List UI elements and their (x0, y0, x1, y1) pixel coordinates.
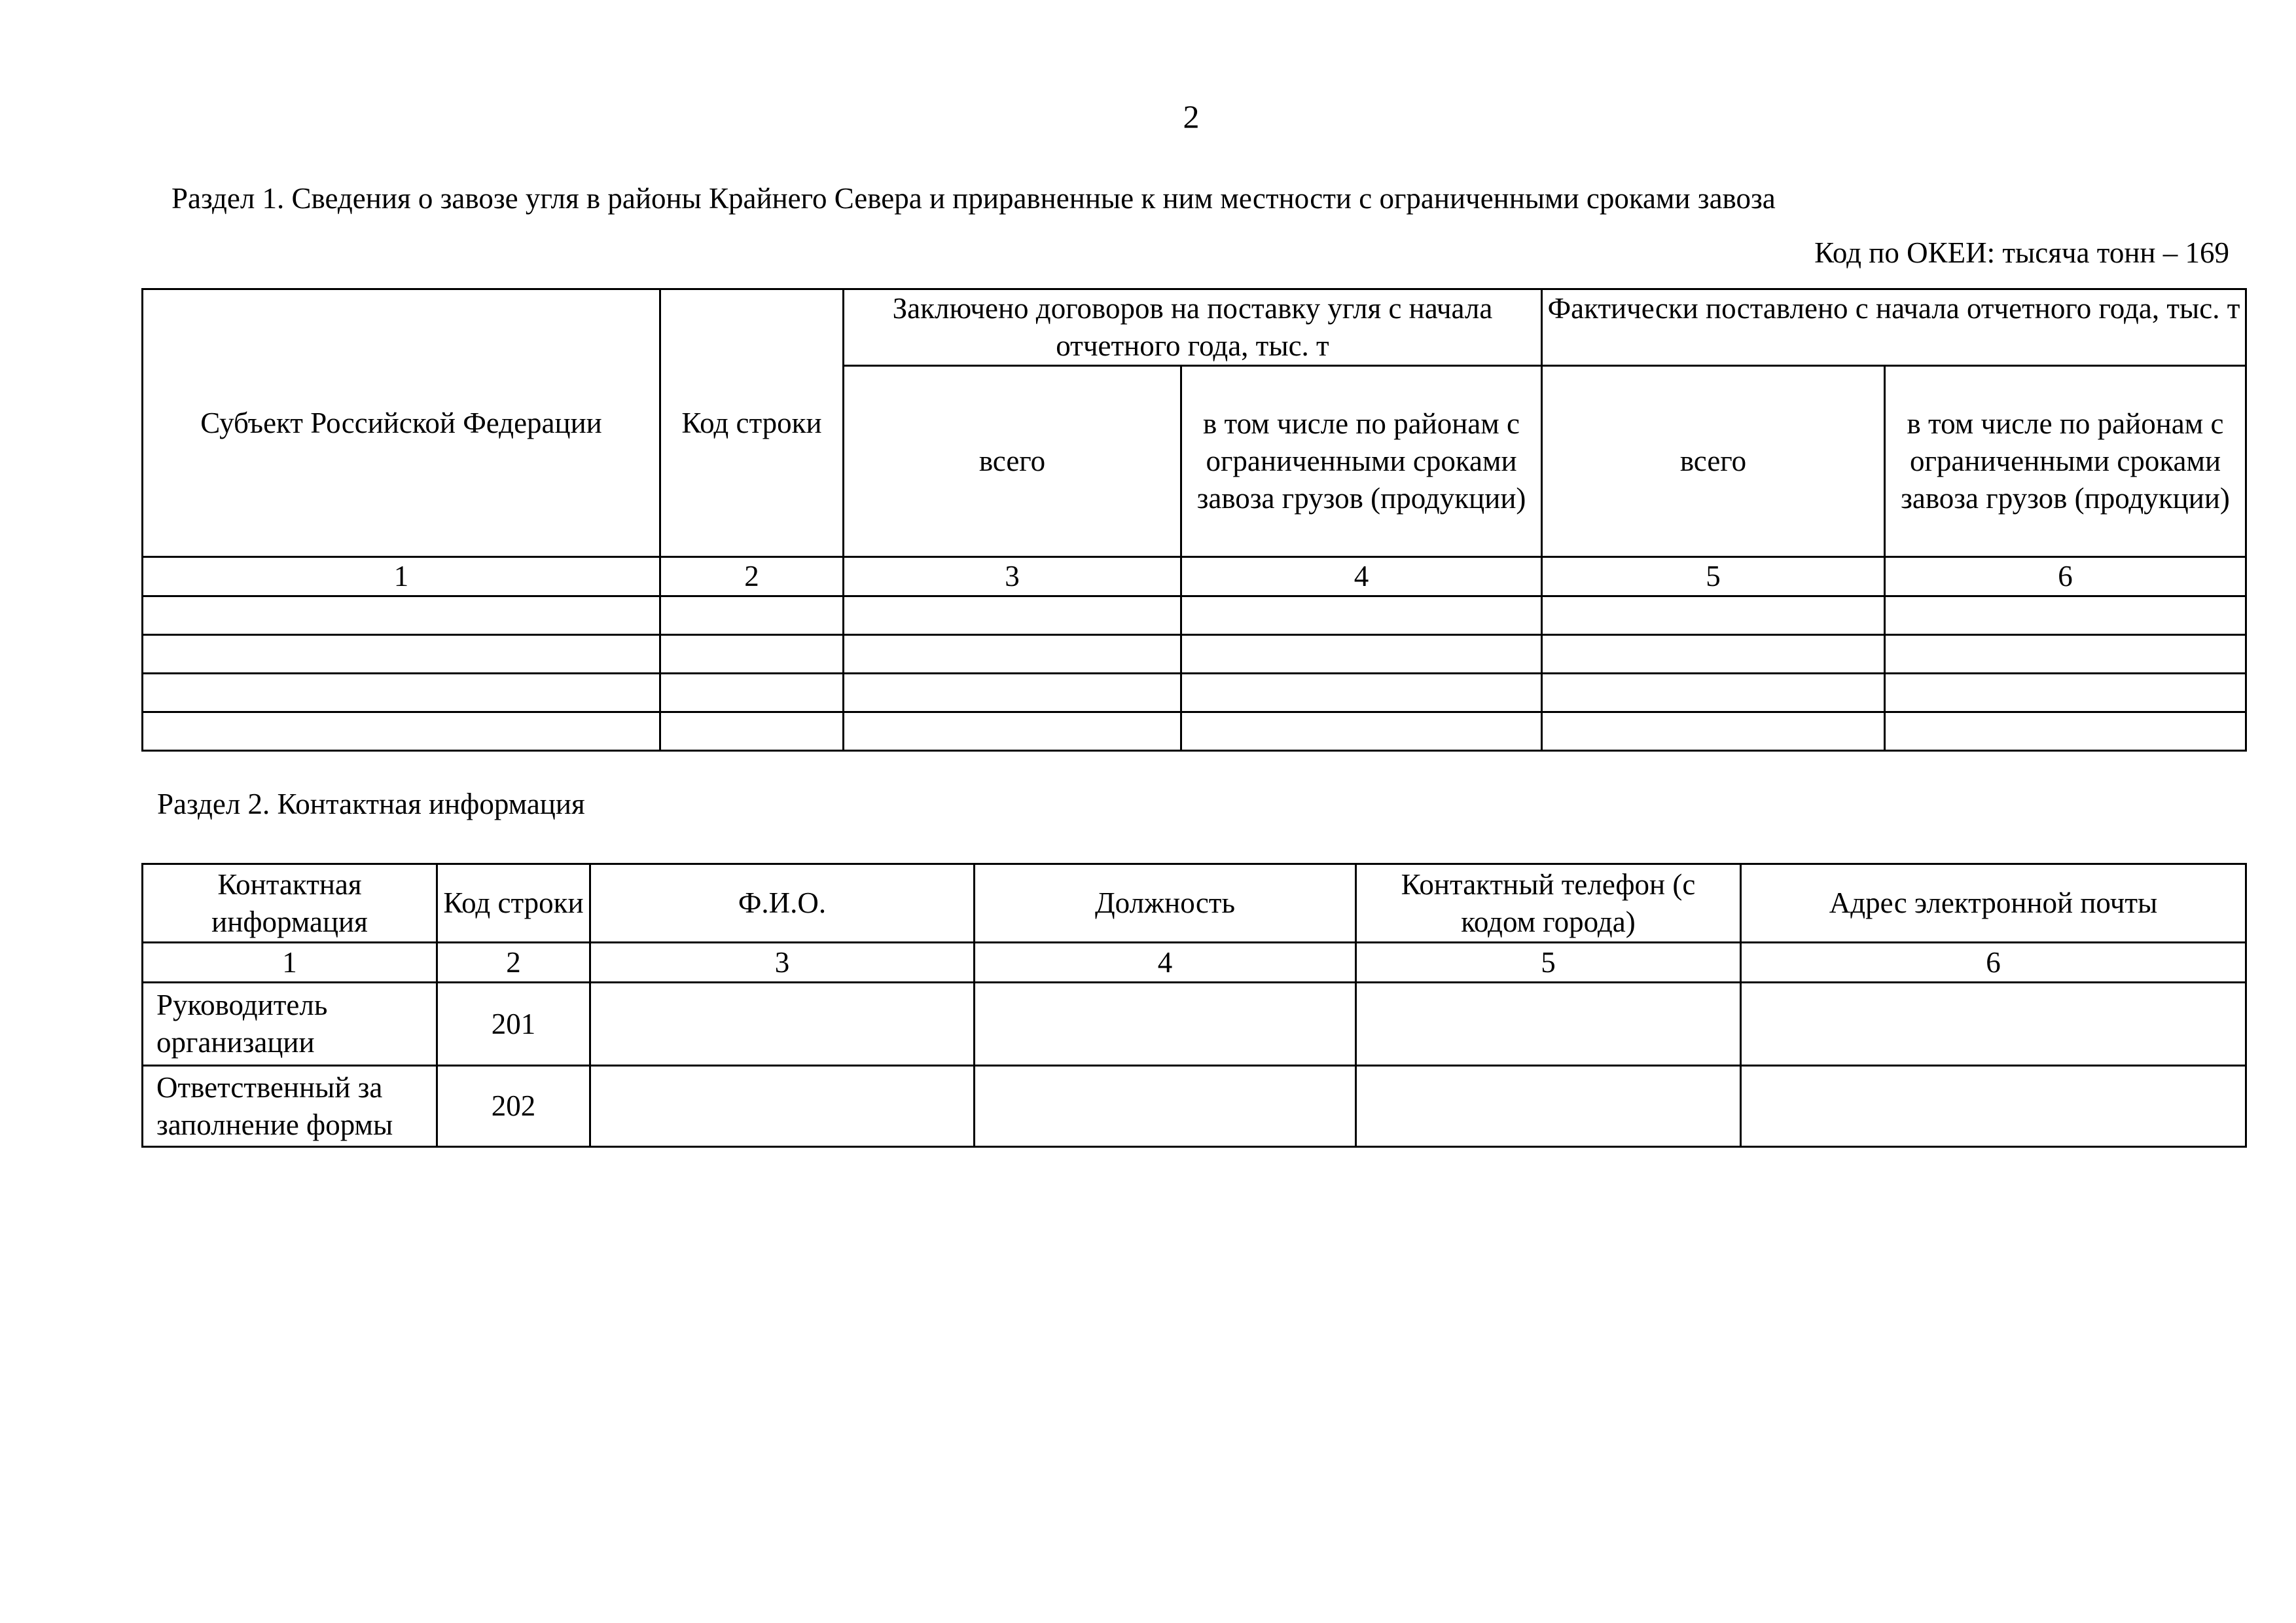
header-delivered-restricted: в том числе по районам с ограниченными сроками завоза грузов (продукции) (1885, 366, 2246, 557)
data-cell[interactable] (1181, 674, 1542, 712)
header-delivered: Фактически поставлено с начала отчетного года, тыс. т (1542, 289, 2246, 366)
data-cell[interactable] (143, 596, 660, 635)
column-number: 4 (1181, 557, 1542, 596)
column-number: 6 (1885, 557, 2246, 596)
data-cell[interactable] (660, 674, 844, 712)
page-number: 2 (1183, 98, 1200, 135)
header-contact-info: Контактная информация (143, 864, 437, 943)
table-row (143, 674, 2246, 712)
data-cell[interactable] (844, 712, 1181, 751)
data-cell[interactable] (1542, 635, 1885, 674)
header-row-code: Код строки (437, 864, 590, 943)
phone-cell[interactable] (1356, 1066, 1741, 1147)
phone-cell[interactable] (1356, 983, 1741, 1066)
email-cell[interactable] (1741, 983, 2246, 1066)
column-number-row (143, 557, 2246, 596)
column-number: 4 (975, 943, 1356, 983)
header-phone: Контактный телефон (с кодом города) (1356, 864, 1741, 943)
column-number: 2 (437, 943, 590, 983)
contact-info-table (141, 863, 2247, 1148)
data-cell[interactable] (844, 596, 1181, 635)
data-cell[interactable] (1181, 596, 1542, 635)
section1-title: Раздел 1. Сведения о завозе угля в районы Крайнего Севера и приравненные к ним местности с ограниченными сроками завоза (171, 182, 1776, 215)
table-row (143, 635, 2246, 674)
data-cell[interactable] (1181, 712, 1542, 751)
data-cell[interactable] (660, 712, 844, 751)
data-cell[interactable] (143, 635, 660, 674)
header-position: Должность (975, 864, 1356, 943)
data-cell[interactable] (143, 674, 660, 712)
header-contracted-total: всего (844, 366, 1181, 557)
header-contracted-restricted: в том числе по районам с ограниченными сроками завоза грузов (продукции) (1181, 366, 1542, 557)
email-cell[interactable] (1741, 1066, 2246, 1147)
data-cell[interactable] (1542, 596, 1885, 635)
column-number: 6 (1741, 943, 2246, 983)
full-name-cell[interactable] (590, 1066, 975, 1147)
data-cell[interactable] (1885, 635, 2246, 674)
table-row (143, 712, 2246, 751)
full-name-cell[interactable] (590, 983, 975, 1066)
data-cell[interactable] (1181, 635, 1542, 674)
header-subject: Субъект Российской Федерации (143, 289, 660, 557)
data-cell[interactable] (660, 596, 844, 635)
data-cell[interactable] (844, 674, 1181, 712)
okei-code: Код по ОКЕИ: тысяча тонн – 169 (1814, 236, 2229, 269)
data-cell[interactable] (1885, 596, 2246, 635)
header-contracted: Заключено договоров на поставку угля с начала отчетного года, тыс. т (844, 289, 1542, 366)
column-number: 3 (590, 943, 975, 983)
table-row (143, 1066, 2246, 1147)
coal-delivery-table (141, 288, 2247, 752)
header-full-name: Ф.И.О. (590, 864, 975, 943)
header-delivered-total: всего (1542, 366, 1885, 557)
data-cell[interactable] (143, 712, 660, 751)
table-row (143, 983, 2246, 1066)
column-number: 3 (844, 557, 1181, 596)
column-number: 1 (143, 557, 660, 596)
data-cell[interactable] (1542, 712, 1885, 751)
position-cell[interactable] (975, 983, 1356, 1066)
column-number: 5 (1356, 943, 1741, 983)
position-cell[interactable] (975, 1066, 1356, 1147)
table-row (143, 596, 2246, 635)
data-cell[interactable] (1885, 674, 2246, 712)
column-number: 2 (660, 557, 844, 596)
row-code: 201 (437, 983, 590, 1066)
header-row-code: Код строки (660, 289, 844, 557)
contact-role-label: Руководитель организации (143, 983, 437, 1066)
contact-role-label: Ответственный за заполнение формы (143, 1066, 437, 1147)
header-email: Адрес электронной почты (1741, 864, 2246, 943)
column-number: 5 (1542, 557, 1885, 596)
column-number-row (143, 943, 2246, 983)
data-cell[interactable] (844, 635, 1181, 674)
data-cell[interactable] (1542, 674, 1885, 712)
data-cell[interactable] (660, 635, 844, 674)
section2-title: Раздел 2. Контактная информация (157, 788, 585, 820)
column-number: 1 (143, 943, 437, 983)
row-code: 202 (437, 1066, 590, 1147)
data-cell[interactable] (1885, 712, 2246, 751)
